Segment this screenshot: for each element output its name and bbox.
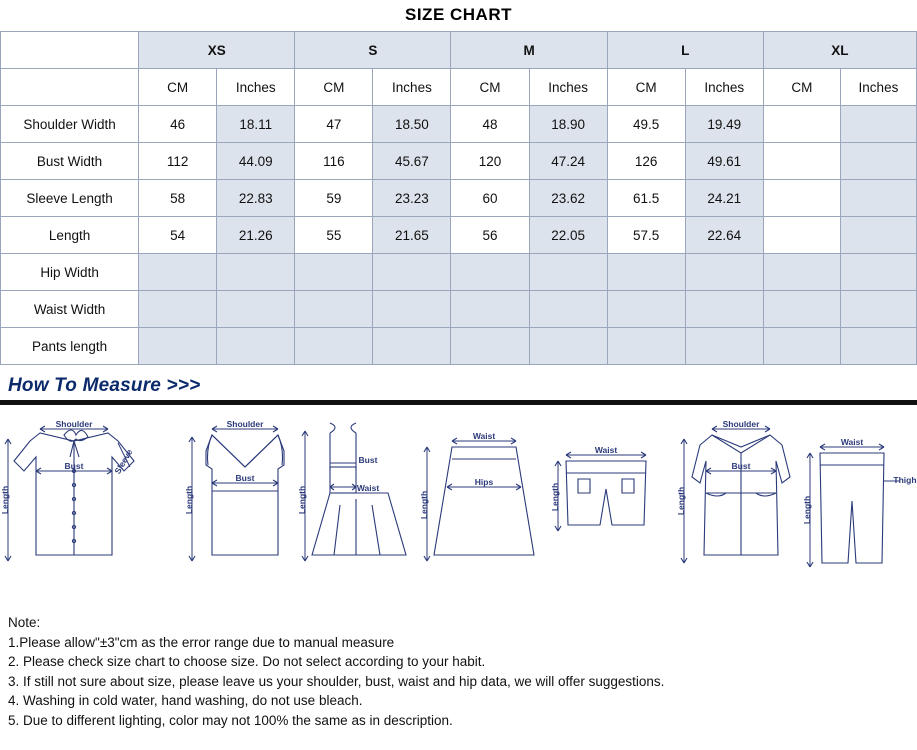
cell-bust-width-l-in: 49.61 bbox=[685, 143, 763, 180]
cell-length-s-in: 21.65 bbox=[373, 217, 451, 254]
svg-text:Bust: Bust bbox=[358, 455, 378, 465]
cell-pants-length-l-cm bbox=[607, 328, 685, 365]
svg-text:Length: Length bbox=[676, 486, 686, 516]
table-row bbox=[1, 180, 917, 217]
unit-header-l-cm: CM bbox=[607, 69, 685, 106]
table-row bbox=[1, 143, 917, 180]
cell-length-l-cm: 57.5 bbox=[607, 217, 685, 254]
figure-coat bbox=[676, 419, 790, 563]
cell-bust-width-xs-cm: 112 bbox=[139, 143, 217, 180]
row-label-hip-width: Hip Width bbox=[1, 254, 139, 291]
size-header-xl: XL bbox=[763, 32, 916, 69]
cell-shoulder-width-xs-cm: 46 bbox=[139, 106, 217, 143]
cell-shoulder-width-s-cm: 47 bbox=[295, 106, 373, 143]
size-header-m: M bbox=[451, 32, 607, 69]
cell-sleeve-length-s-in: 23.23 bbox=[373, 180, 451, 217]
notes-section bbox=[0, 605, 917, 730]
table-row bbox=[1, 328, 917, 365]
note-line-1: 1.Please allow"±3"cm as the error range due to manual measure bbox=[8, 634, 395, 650]
unit-header-s-inches: Inches bbox=[373, 69, 451, 106]
table-row bbox=[1, 106, 917, 143]
measure-figures bbox=[0, 405, 917, 605]
cell-shoulder-width-s-in: 18.50 bbox=[373, 106, 451, 143]
unit-header-m-inches: Inches bbox=[529, 69, 607, 106]
figure-pinafore-dress bbox=[297, 423, 406, 561]
cell-shoulder-width-xl-cm bbox=[763, 106, 840, 143]
how-to-measure-section bbox=[0, 375, 917, 605]
cell-sleeve-length-m-in: 23.62 bbox=[529, 180, 607, 217]
cell-sleeve-length-l-cm: 61.5 bbox=[607, 180, 685, 217]
svg-text:Thigh: Thigh bbox=[893, 475, 917, 485]
cell-hip-width-l-in bbox=[685, 254, 763, 291]
svg-text:Waist: Waist bbox=[356, 483, 380, 493]
cell-pants-length-xl-cm bbox=[763, 328, 840, 365]
svg-text:Waist: Waist bbox=[472, 431, 496, 441]
cell-shoulder-width-l-cm: 49.5 bbox=[607, 106, 685, 143]
table-corner-cell bbox=[1, 32, 139, 69]
cell-length-xl-cm bbox=[763, 217, 840, 254]
cell-sleeve-length-xs-cm: 58 bbox=[139, 180, 217, 217]
cell-bust-width-s-cm: 116 bbox=[295, 143, 373, 180]
svg-text:Shoulder: Shoulder bbox=[722, 419, 760, 429]
cell-bust-width-xl-cm bbox=[763, 143, 840, 180]
cell-sleeve-length-xl-cm bbox=[763, 180, 840, 217]
unit-row-label bbox=[1, 69, 139, 106]
cell-bust-width-m-cm: 120 bbox=[451, 143, 529, 180]
cell-pants-length-xs-cm bbox=[139, 328, 217, 365]
svg-text:Shoulder: Shoulder bbox=[55, 419, 93, 429]
cell-bust-width-xs-in: 44.09 bbox=[217, 143, 295, 180]
table-row bbox=[1, 254, 917, 291]
cell-sleeve-length-s-cm: 59 bbox=[295, 180, 373, 217]
cell-waist-width-xs-cm bbox=[139, 291, 217, 328]
row-label-bust-width: Bust Width bbox=[1, 143, 139, 180]
figure-pants bbox=[802, 437, 917, 567]
measure-figures-svg bbox=[0, 405, 917, 605]
row-label-shoulder-width: Shoulder Width bbox=[1, 106, 139, 143]
row-label-pants-length: Pants length bbox=[1, 328, 139, 365]
cell-bust-width-xl-in bbox=[840, 143, 916, 180]
table-row bbox=[1, 217, 917, 254]
cell-sleeve-length-xs-in: 22.83 bbox=[217, 180, 295, 217]
how-to-measure-title: How To Measure >>> bbox=[8, 375, 201, 396]
cell-hip-width-xl-cm bbox=[763, 254, 840, 291]
cell-waist-width-m-cm bbox=[451, 291, 529, 328]
cell-waist-width-s-cm bbox=[295, 291, 373, 328]
cell-waist-width-xl-in bbox=[840, 291, 916, 328]
unit-header-m-cm: CM bbox=[451, 69, 529, 106]
cell-waist-width-l-cm bbox=[607, 291, 685, 328]
cell-pants-length-s-cm bbox=[295, 328, 373, 365]
notes-heading: Note: bbox=[8, 615, 41, 630]
cell-waist-width-l-in bbox=[685, 291, 763, 328]
cell-sleeve-length-l-in: 24.21 bbox=[685, 180, 763, 217]
page-title: SIZE CHART bbox=[405, 5, 512, 24]
cell-length-l-in: 22.64 bbox=[685, 217, 763, 254]
cell-hip-width-m-in bbox=[529, 254, 607, 291]
cell-waist-width-xl-cm bbox=[763, 291, 840, 328]
cell-pants-length-xl-in bbox=[840, 328, 916, 365]
cell-shoulder-width-xs-in: 18.11 bbox=[217, 106, 295, 143]
svg-text:Length: Length bbox=[802, 495, 812, 525]
cell-hip-width-xs-cm bbox=[139, 254, 217, 291]
cell-hip-width-l-cm bbox=[607, 254, 685, 291]
svg-text:Waist: Waist bbox=[840, 437, 864, 447]
svg-text:Bust: Bust bbox=[235, 473, 255, 483]
cell-hip-width-m-cm bbox=[451, 254, 529, 291]
cell-length-xl-in bbox=[840, 217, 916, 254]
svg-text:Length: Length bbox=[550, 482, 560, 512]
row-label-length: Length bbox=[1, 217, 139, 254]
table-unit-header-row bbox=[1, 69, 917, 106]
unit-header-s-cm: CM bbox=[295, 69, 373, 106]
table-size-header-row bbox=[1, 32, 917, 69]
cell-shoulder-width-xl-in bbox=[840, 106, 916, 143]
note-line-4: 4. Washing in cold water, hand washing, do not use bleach. bbox=[8, 693, 363, 708]
cell-shoulder-width-m-in: 18.90 bbox=[529, 106, 607, 143]
row-label-sleeve-length: Sleeve Length bbox=[1, 180, 139, 217]
table-row bbox=[1, 291, 917, 328]
cell-bust-width-m-in: 47.24 bbox=[529, 143, 607, 180]
unit-header-xl-inches: Inches bbox=[840, 69, 916, 106]
cell-length-xs-in: 21.26 bbox=[217, 217, 295, 254]
svg-text:Length: Length bbox=[419, 490, 429, 520]
cell-length-m-cm: 56 bbox=[451, 217, 529, 254]
cell-waist-width-m-in bbox=[529, 291, 607, 328]
cell-bust-width-s-in: 45.67 bbox=[373, 143, 451, 180]
figure-skirt bbox=[419, 431, 534, 561]
cell-length-s-cm: 55 bbox=[295, 217, 373, 254]
unit-header-xs-cm: CM bbox=[139, 69, 217, 106]
figure-shorts bbox=[550, 445, 646, 531]
cell-sleeve-length-m-cm: 60 bbox=[451, 180, 529, 217]
svg-text:Length: Length bbox=[0, 485, 10, 515]
svg-text:Length: Length bbox=[184, 485, 194, 515]
svg-text:Hips: Hips bbox=[474, 477, 494, 487]
cell-sleeve-length-xl-in bbox=[840, 180, 916, 217]
cell-pants-length-m-cm bbox=[451, 328, 529, 365]
svg-text:Length: Length bbox=[297, 485, 307, 515]
note-line-3: 3. If still not sure about size, please leave us your shoulder, bust, waist and hip data, we will offer suggestions. bbox=[8, 673, 665, 689]
svg-text:Sleeve: Sleeve bbox=[112, 447, 135, 476]
cell-shoulder-width-m-cm: 48 bbox=[451, 106, 529, 143]
row-label-waist-width: Waist Width bbox=[1, 291, 139, 328]
svg-text:Bust: Bust bbox=[731, 461, 751, 471]
svg-text:Waist: Waist bbox=[594, 445, 618, 455]
cell-hip-width-xl-in bbox=[840, 254, 916, 291]
cell-pants-length-m-in bbox=[529, 328, 607, 365]
cell-waist-width-s-in bbox=[373, 291, 451, 328]
size-chart-table bbox=[0, 31, 917, 365]
cell-length-m-in: 22.05 bbox=[529, 217, 607, 254]
cell-hip-width-xs-in bbox=[217, 254, 295, 291]
size-header-s: S bbox=[295, 32, 451, 69]
cell-length-xs-cm: 54 bbox=[139, 217, 217, 254]
figure-camisole bbox=[184, 419, 284, 561]
unit-header-xs-inches: Inches bbox=[217, 69, 295, 106]
cell-bust-width-l-cm: 126 bbox=[607, 143, 685, 180]
unit-header-xl-cm: CM bbox=[763, 69, 840, 106]
cell-hip-width-s-cm bbox=[295, 254, 373, 291]
cell-pants-length-s-in bbox=[373, 328, 451, 365]
cell-pants-length-xs-in bbox=[217, 328, 295, 365]
unit-header-l-inches: Inches bbox=[685, 69, 763, 106]
cell-hip-width-s-in bbox=[373, 254, 451, 291]
note-line-2: 2. Please check size chart to choose size. Do not select according to your habit. bbox=[8, 654, 486, 669]
svg-text:Shoulder: Shoulder bbox=[226, 419, 264, 429]
note-line-5: 5. Due to different lighting, color may not 100% the same as in description. bbox=[8, 712, 453, 728]
figure-blouse bbox=[0, 419, 135, 561]
svg-text:Bust: Bust bbox=[64, 461, 84, 471]
cell-shoulder-width-l-in: 19.49 bbox=[685, 106, 763, 143]
cell-pants-length-l-in bbox=[685, 328, 763, 365]
size-header-l: L bbox=[607, 32, 763, 69]
cell-waist-width-xs-in bbox=[217, 291, 295, 328]
size-header-xs: XS bbox=[139, 32, 295, 69]
